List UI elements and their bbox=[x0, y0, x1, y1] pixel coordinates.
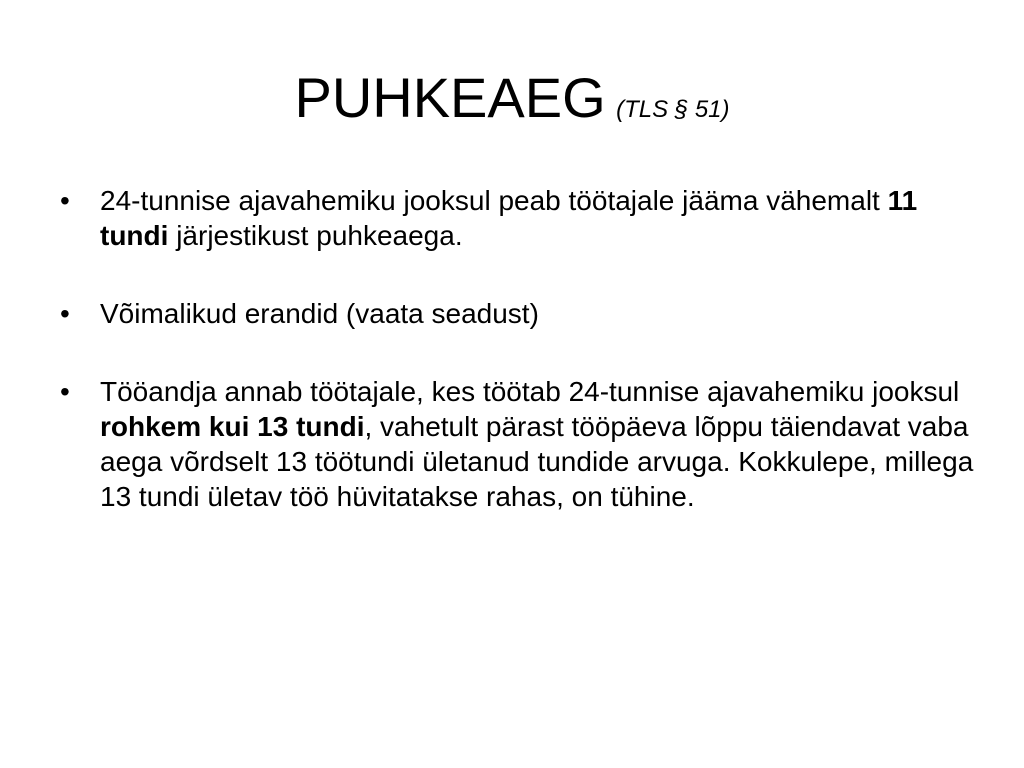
bullet-item-exceptions bbox=[60, 296, 980, 331]
bullet-text: Võimalikud erandid (vaata seadust) bbox=[100, 298, 539, 329]
bullet-text bbox=[100, 183, 980, 253]
bullet-item-extra-time-off bbox=[60, 374, 980, 514]
bullet-text bbox=[100, 374, 980, 514]
bullet-text-before: 24-tunnise ajavahemiku jooksul peab töötajale jääma vähemalt bbox=[100, 185, 888, 216]
bullet-dot-icon: • bbox=[60, 376, 70, 407]
bullet-text-after: järjestikust puhkeaega. bbox=[168, 220, 463, 251]
bullet-text-bold: rohkem kui 13 tundi bbox=[100, 411, 365, 442]
bullet-text-bold: 11 tundi bbox=[100, 185, 918, 251]
bullet-item-rest-period bbox=[60, 183, 980, 253]
bullet-text-before: Tööandja annab töötajale, kes töötab 24-tunnise ajavahemiku jooksul bbox=[100, 376, 960, 407]
title-main: PUHKEAEG bbox=[294, 66, 606, 129]
slide-title bbox=[0, 58, 1024, 153]
bullet-dot-icon: • bbox=[60, 185, 70, 216]
title-reference: (TLS § 51) bbox=[616, 96, 730, 123]
bullet-list bbox=[60, 183, 980, 557]
bullet-text-after: , vahetult pärast tööpäeva lõppu täiendavat vaba aega võrdselt 13 töötundi ületanud tundide arvuga. Kokkulepe, millega 13 tundi ületav töö hüvitatakse rahas, on tühine. bbox=[100, 411, 974, 512]
bullet-dot-icon: • bbox=[60, 298, 70, 329]
